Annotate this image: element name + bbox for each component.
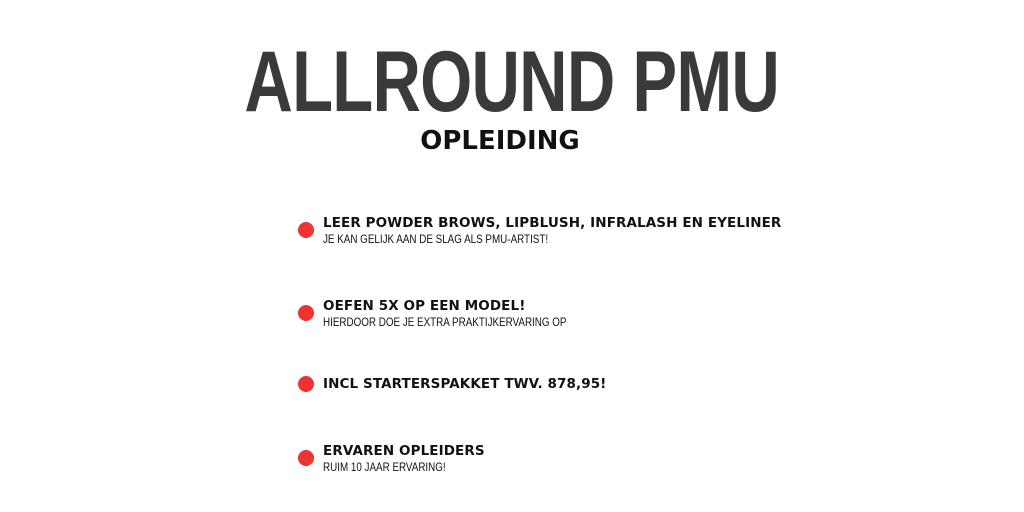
feature-subtitle: HIERDOOR DOE JE EXTRA PRAKTIJKERVARING OP [323, 315, 567, 329]
page-title-text: ALLROUND PMU [244, 34, 780, 130]
feature-title: LEER POWDER BROWS, LIPBLUSH, INFRALASH EN EYELINER [323, 215, 782, 231]
page-title [0, 34, 1024, 130]
feature-title: OEFEN 5X OP EEN MODEL! [323, 298, 526, 314]
feature-title: INCL STARTERSPAKKET TWV. 878,95! [323, 376, 607, 392]
bullet-dot-icon [298, 450, 314, 466]
feature-subtitle: RUIM 10 JAAR ERVARING! [323, 460, 446, 474]
bullet-dot-icon [298, 376, 314, 392]
feature-subtitle: JE KAN GELIJK AAN DE SLAG ALS PMU-ARTIST! [323, 232, 549, 246]
page-subtitle: OPLEIDING [420, 126, 580, 156]
bullet-dot-icon [298, 305, 314, 321]
bullet-dot-icon [298, 222, 314, 238]
feature-title: ERVAREN OPLEIDERS [323, 443, 485, 459]
